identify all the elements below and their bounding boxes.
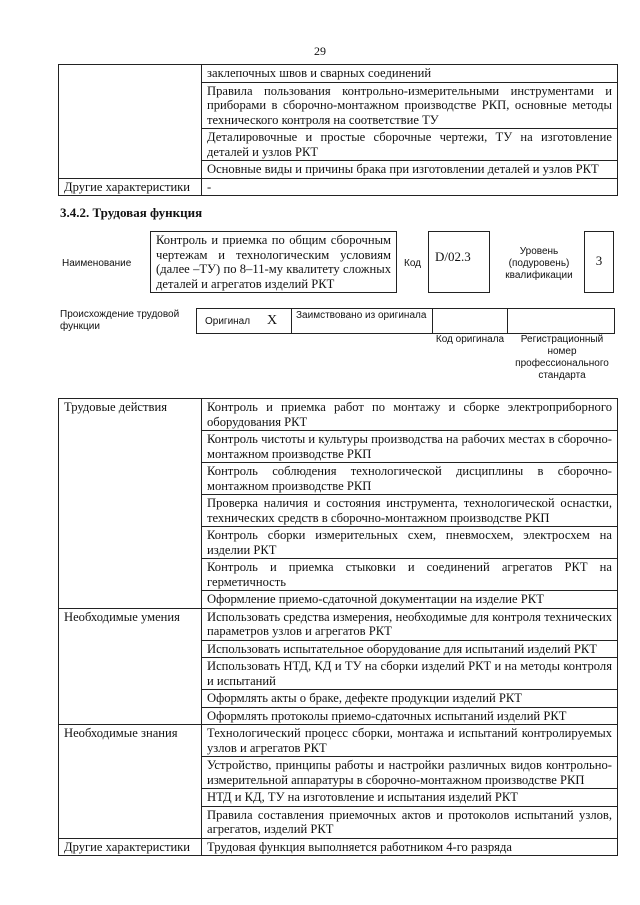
labor-function-table <box>58 398 618 856</box>
group-item: Оформлять акты о браке, дефекте продукции изделий РКТ <box>202 690 618 708</box>
group-item: Трудовая функция выполняется работником 4-го разряда <box>202 838 618 856</box>
group-item: Оформлять протоколы приемо-сдаточных испытаний изделий РКТ <box>202 707 618 725</box>
code-label: Код <box>404 258 422 269</box>
group-item: Проверка наличия и состояния инструмента, технологической оснастки, технических средств в сборочно-монтажном производстве РКП <box>202 495 618 527</box>
group-item: Контроль соблюдения технологической дисциплины в сборочно-монтажном производстве РКП <box>202 463 618 495</box>
group-label: Необходимые умения <box>59 608 202 725</box>
function-code-box: D/02.3 <box>428 231 490 293</box>
origin-code-cell <box>432 308 508 334</box>
borrowed-cell <box>291 308 433 334</box>
qualification-level-box: 3 <box>584 231 614 293</box>
group-item: НТД и КД, ТУ на изготовление и испытания изделий РКТ <box>202 789 618 807</box>
group-item: Использовать средства измерения, необходимые для контроля технических параметров узлов и агрегатов РКТ <box>202 608 618 640</box>
row-text: Деталировочные и простые сборочные чертежи, ТУ на изготовление деталей и узлов РКТ <box>202 129 618 161</box>
row-text: Основные виды и причины брака при изготовлении деталей и узлов РКТ <box>202 161 618 179</box>
borrowed-label: Заимствовано из оригинала <box>296 310 427 321</box>
registration-number-caption: Регистрационный номер профессионального стандарта <box>515 334 609 381</box>
original-mark: X <box>267 313 278 328</box>
origin-code-caption: Код оригинала <box>435 334 505 345</box>
group-item: Устройство, принципы работы и настройки различных видов контрольно-измерительной аппаратуры в сборочно-монтажном производстве РКП <box>202 757 618 789</box>
table-row <box>59 725 618 757</box>
name-label: Наименование <box>62 258 132 269</box>
group-item: Контроль чистоты и культуры производства на рабочих местах в сборочно-монтажном производстве РКП <box>202 431 618 463</box>
section-title: 3.4.2. Трудовая функция <box>60 205 203 220</box>
continuation-row <box>59 178 618 196</box>
row-label: Другие характеристики <box>59 178 202 196</box>
group-item: Контроль сборки измерительных схем, пневмосхем, электросхем на изделии РКТ <box>202 527 618 559</box>
group-item: Технологический процесс сборки, монтажа и испытаний контролируемых узлов и агрегатов РКТ <box>202 725 618 757</box>
origin-label: Происхождение трудовой функции <box>60 309 180 332</box>
group-item: Контроль и приемка стыковки и соединений агрегатов РКТ на герметичность <box>202 559 618 591</box>
group-item: Контроль и приемка работ по монтажу и сборке электроприборного оборудования РКТ <box>202 399 618 431</box>
original-cell <box>196 308 292 334</box>
group-item: Правила составления приемочных актов и протоколов испытаний узлов, агрегатов, изделий РКТ <box>202 806 618 838</box>
group-item: Использовать НТД, КД и ТУ на сборки изделий РКТ и на методы контроля и испытаний <box>202 658 618 690</box>
group-label: Необходимые знания <box>59 725 202 839</box>
registration-number-cell <box>507 308 615 334</box>
group-label: Другие характеристики <box>59 838 202 856</box>
table-row <box>59 399 618 431</box>
group-item: Оформление приемо-сдаточной документации на изделие РКТ <box>202 591 618 609</box>
continuation-table <box>58 64 618 196</box>
table-row <box>59 608 618 640</box>
row-text: заклепочных швов и сварных соединений <box>202 65 618 83</box>
table-row <box>59 838 618 856</box>
qualification-level-label: Уровень (подуровень) квалификации <box>505 246 573 281</box>
row-text: - <box>202 178 618 196</box>
function-name-box: Контроль и приемка по общим сборочным чертежам и технологическим условиям (далее –ТУ) по 8–11-му квалитету сложных деталей и агрегатов изделий РКТ <box>150 231 397 293</box>
original-label: Оригинал <box>205 316 251 327</box>
group-item: Использовать испытательное оборудование для испытаний изделий РКТ <box>202 640 618 658</box>
row-label <box>59 65 202 179</box>
row-text: Правила пользования контрольно-измерительными инструментами и приборами в сборочно-монтажном производстве РКП, основные методы технического контроля на соответствие ТУ <box>202 82 618 129</box>
continuation-row <box>59 65 618 83</box>
page-number: 29 <box>314 44 326 58</box>
group-label: Трудовые действия <box>59 399 202 609</box>
